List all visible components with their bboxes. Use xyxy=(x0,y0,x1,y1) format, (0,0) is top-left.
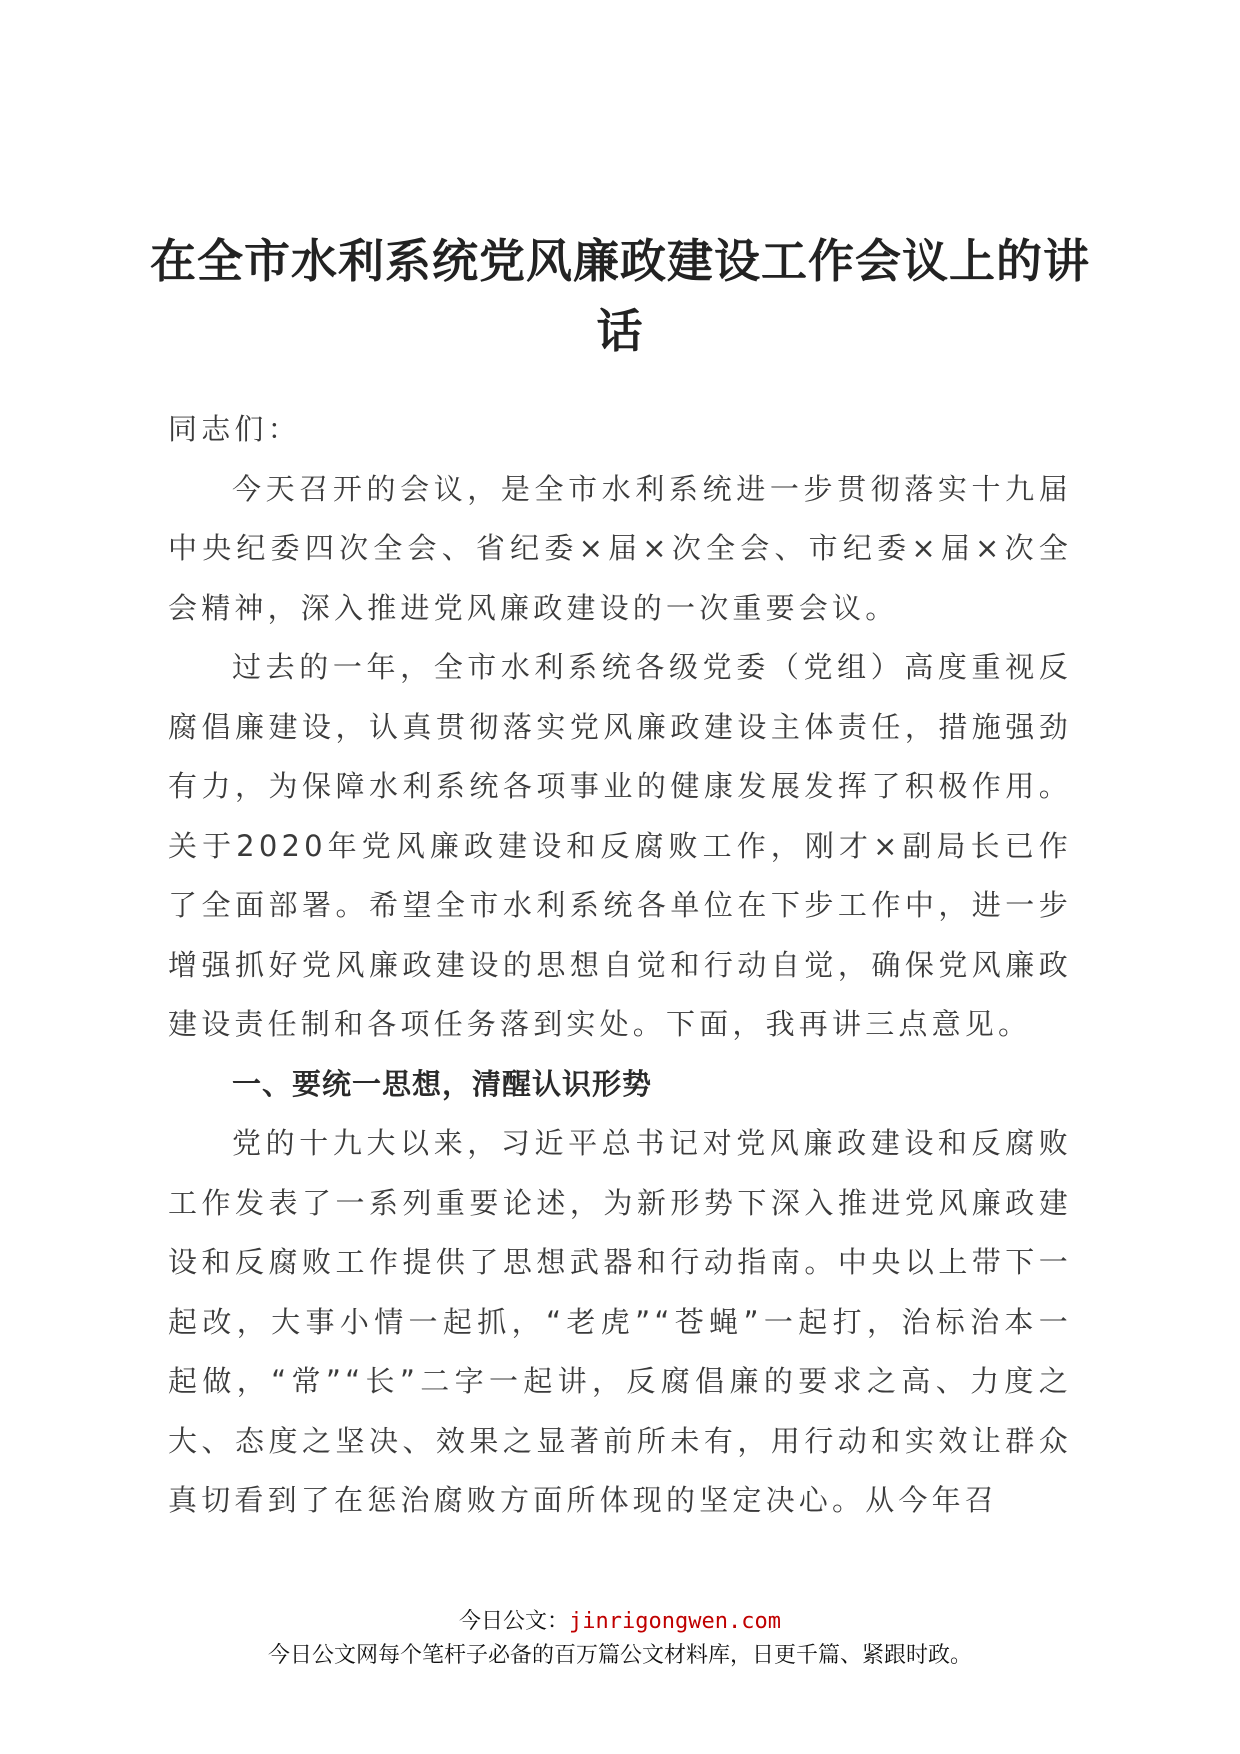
paragraph-review: 过去的一年，全市水利系统各级党委（党组）高度重视反腐倡廉建设，认真贯彻落实党风廉政建设主体责任，措施强劲有力，为保障水利系统各项事业的健康发展发挥了积极作用。关于2020年党风廉政建设和反腐败工作，刚才×副局长已作了全面部署。希望全市水利系统各单位在下步工作中，进一步增强抓好党风廉政建设的思想自觉和行动自觉，确保党风廉政建设责任制和各项任务落到实处。下面，我再讲三点意见。 xyxy=(168,650,1072,1041)
footer-tagline: 今日公文网每个笔杆子必备的百万篇公文材料库，日更千篇、紧跟时政。 xyxy=(267,1643,972,1668)
footer-site-line xyxy=(0,1605,1240,1639)
section-paragraph: 党的十九大以来，习近平总书记对党风廉政建设和反腐败工作发表了一系列重要论述，为新形势下深入推进党风廉政建设和反腐败工作提供了思想武器和行动指南。中央以上带下一起改，大事小情一起抓，“老虎”“苍蝇”一起打，治标治本一起做，“常”“长”二字一起讲，反腐倡廉的要求之高、力度之大、态度之坚决、效果之显著前所未有，用行动和实效让群众真切看到了在惩治腐败方面所体现的坚定决心。从今年召 xyxy=(168,1126,1072,1517)
page-footer xyxy=(0,1605,1240,1673)
footer-label: 今日公文： xyxy=(459,1609,570,1634)
section-heading: 一、要统一思想，清醒认识形势 xyxy=(232,1066,653,1101)
document-title: 在全市水利系统党风廉政建设工作会议上的讲话 xyxy=(150,233,1090,358)
footer-site-link[interactable]: jinrigongwen.com xyxy=(569,1609,781,1634)
paragraph-intro: 今天召开的会议，是全市水利系统进一步贯彻落实十九届中央纪委四次全会、省纪委×届×次全会、市纪委×届×次全会精神，深入推进党风廉政建设的一次重要会议。 xyxy=(168,471,1072,625)
salutation: 同志们： xyxy=(168,412,301,446)
document-body xyxy=(168,400,1072,1531)
